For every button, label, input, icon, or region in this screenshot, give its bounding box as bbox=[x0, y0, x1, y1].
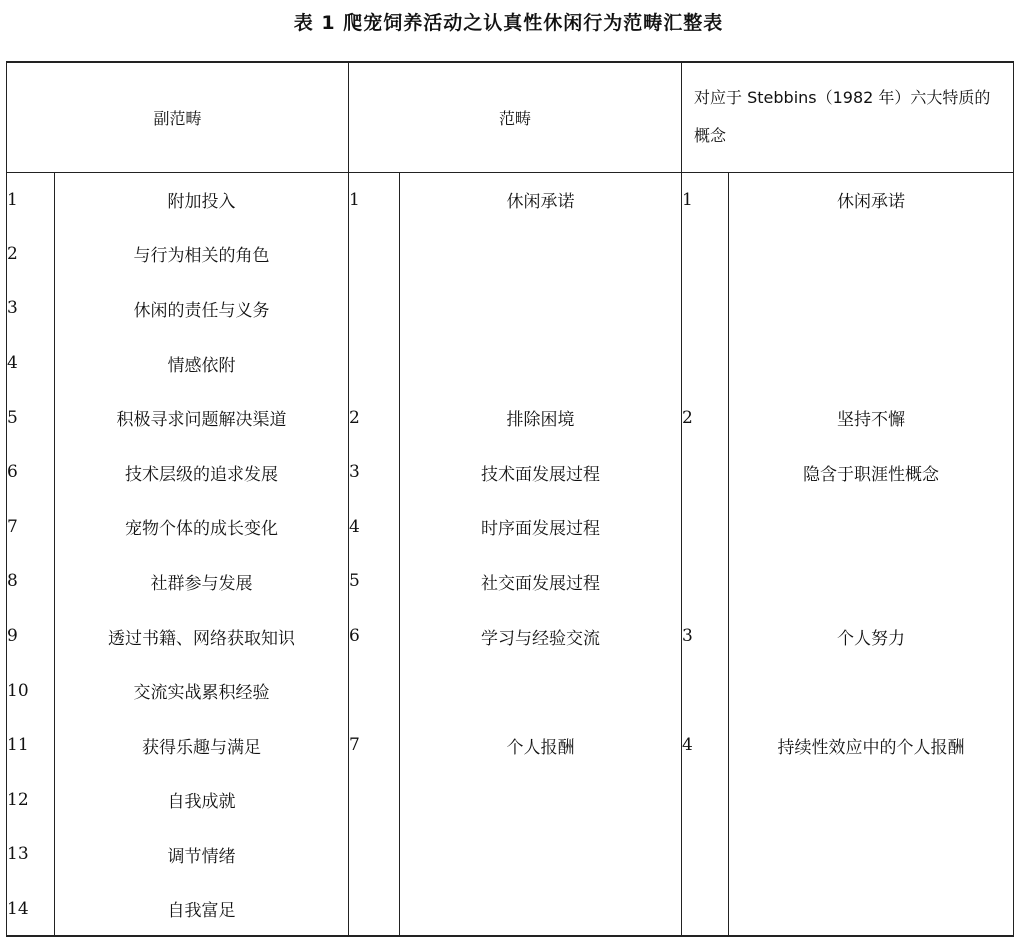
category-cell: 学习与经验交流 bbox=[400, 609, 682, 664]
sub-number-cell: 2 bbox=[7, 227, 55, 282]
category-table bbox=[6, 61, 1014, 937]
category-number-cell: 5 bbox=[349, 554, 400, 609]
table-row bbox=[7, 227, 1014, 282]
stebbins-concept-cell bbox=[729, 281, 1014, 336]
stebbins-concept-cell bbox=[729, 882, 1014, 937]
category-cell: 排除困境 bbox=[400, 390, 682, 445]
stebbins-number-cell bbox=[682, 663, 729, 718]
stebbins-number-cell bbox=[682, 827, 729, 882]
table-row bbox=[7, 390, 1014, 445]
stebbins-concept-cell bbox=[729, 336, 1014, 391]
sub-category-cell: 技术层级的追求发展 bbox=[55, 445, 349, 500]
stebbins-number-cell bbox=[682, 445, 729, 500]
sub-category-cell: 透过书籍、网络获取知识 bbox=[55, 609, 349, 664]
table-row bbox=[7, 445, 1014, 500]
stebbins-concept-cell bbox=[729, 773, 1014, 828]
table-row bbox=[7, 718, 1014, 773]
category-number-cell: 3 bbox=[349, 445, 400, 500]
category-number-cell bbox=[349, 281, 400, 336]
header-row bbox=[7, 62, 1014, 172]
sub-number-cell: 11 bbox=[7, 718, 55, 773]
sub-number-cell: 8 bbox=[7, 554, 55, 609]
header-category: 范畴 bbox=[349, 62, 682, 172]
sub-category-cell: 与行为相关的角色 bbox=[55, 227, 349, 282]
table-row bbox=[7, 773, 1014, 828]
stebbins-number-cell bbox=[682, 882, 729, 937]
sub-category-cell: 休闲的责任与义务 bbox=[55, 281, 349, 336]
stebbins-concept-cell: 持续性效应中的个人报酬 bbox=[729, 718, 1014, 773]
stebbins-number-cell bbox=[682, 500, 729, 555]
table-title: 表 1 爬宠饲养活动之认真性休闲行为范畴汇整表 bbox=[293, 12, 724, 34]
table-row bbox=[7, 172, 1014, 227]
category-cell bbox=[400, 663, 682, 718]
sub-number-cell: 6 bbox=[7, 445, 55, 500]
table-row bbox=[7, 827, 1014, 882]
stebbins-concept-cell bbox=[729, 663, 1014, 718]
category-number-cell bbox=[349, 336, 400, 391]
category-number-cell: 6 bbox=[349, 609, 400, 664]
sub-number-cell: 5 bbox=[7, 390, 55, 445]
sub-category-cell: 社群参与发展 bbox=[55, 554, 349, 609]
stebbins-concept-cell bbox=[729, 554, 1014, 609]
sub-category-cell: 积极寻求问题解决渠道 bbox=[55, 390, 349, 445]
category-number-cell bbox=[349, 827, 400, 882]
sub-number-cell: 4 bbox=[7, 336, 55, 391]
sub-category-cell: 自我富足 bbox=[55, 882, 349, 937]
sub-number-cell: 7 bbox=[7, 500, 55, 555]
table-row bbox=[7, 554, 1014, 609]
sub-number-cell: 13 bbox=[7, 827, 55, 882]
category-cell: 技术面发展过程 bbox=[400, 445, 682, 500]
stebbins-number-cell: 4 bbox=[682, 718, 729, 773]
table-row bbox=[7, 281, 1014, 336]
stebbins-number-cell: 3 bbox=[682, 609, 729, 664]
category-cell bbox=[400, 336, 682, 391]
table-row bbox=[7, 500, 1014, 555]
stebbins-concept-cell bbox=[729, 227, 1014, 282]
stebbins-concept-cell: 个人努力 bbox=[729, 609, 1014, 664]
header-sub-category: 副范畴 bbox=[7, 62, 349, 172]
category-cell bbox=[400, 882, 682, 937]
category-number-cell bbox=[349, 882, 400, 937]
category-number-cell bbox=[349, 663, 400, 718]
stebbins-concept-cell: 隐含于职涯性概念 bbox=[729, 445, 1014, 500]
stebbins-concept-cell: 坚持不懈 bbox=[729, 390, 1014, 445]
sub-number-cell: 3 bbox=[7, 281, 55, 336]
stebbins-concept-cell bbox=[729, 500, 1014, 555]
stebbins-concept-cell bbox=[729, 827, 1014, 882]
stebbins-number-cell bbox=[682, 336, 729, 391]
category-cell: 时序面发展过程 bbox=[400, 500, 682, 555]
stebbins-number-cell bbox=[682, 227, 729, 282]
stebbins-number-cell: 2 bbox=[682, 390, 729, 445]
category-cell bbox=[400, 827, 682, 882]
category-number-cell: 2 bbox=[349, 390, 400, 445]
category-number-cell bbox=[349, 773, 400, 828]
stebbins-number-cell bbox=[682, 554, 729, 609]
table-row bbox=[7, 663, 1014, 718]
header-stebbins: 对应于 Stebbins（1982 年）六大特质的概念 bbox=[682, 62, 1014, 172]
stebbins-number-cell: 1 bbox=[682, 172, 729, 227]
sub-category-cell: 自我成就 bbox=[55, 773, 349, 828]
sub-category-cell: 交流实战累积经验 bbox=[55, 663, 349, 718]
sub-category-cell: 获得乐趣与满足 bbox=[55, 718, 349, 773]
category-number-cell bbox=[349, 227, 400, 282]
category-number-cell: 4 bbox=[349, 500, 400, 555]
category-cell: 休闲承诺 bbox=[400, 172, 682, 227]
sub-category-cell: 宠物个体的成长变化 bbox=[55, 500, 349, 555]
category-number-cell: 7 bbox=[349, 718, 400, 773]
stebbins-concept-cell: 休闲承诺 bbox=[729, 172, 1014, 227]
sub-number-cell: 10 bbox=[7, 663, 55, 718]
sub-number-cell: 12 bbox=[7, 773, 55, 828]
sub-number-cell: 1 bbox=[7, 172, 55, 227]
table-row bbox=[7, 882, 1014, 937]
sub-category-cell: 调节情绪 bbox=[55, 827, 349, 882]
sub-number-cell: 9 bbox=[7, 609, 55, 664]
sub-category-cell: 附加投入 bbox=[55, 172, 349, 227]
sub-number-cell: 14 bbox=[7, 882, 55, 937]
sub-category-cell: 情感依附 bbox=[55, 336, 349, 391]
category-cell bbox=[400, 227, 682, 282]
category-cell bbox=[400, 281, 682, 336]
table-body bbox=[7, 172, 1014, 936]
table-row bbox=[7, 336, 1014, 391]
category-cell: 社交面发展过程 bbox=[400, 554, 682, 609]
category-cell bbox=[400, 773, 682, 828]
table-row bbox=[7, 609, 1014, 664]
stebbins-number-cell bbox=[682, 773, 729, 828]
stebbins-number-cell bbox=[682, 281, 729, 336]
category-cell: 个人报酬 bbox=[400, 718, 682, 773]
category-number-cell: 1 bbox=[349, 172, 400, 227]
